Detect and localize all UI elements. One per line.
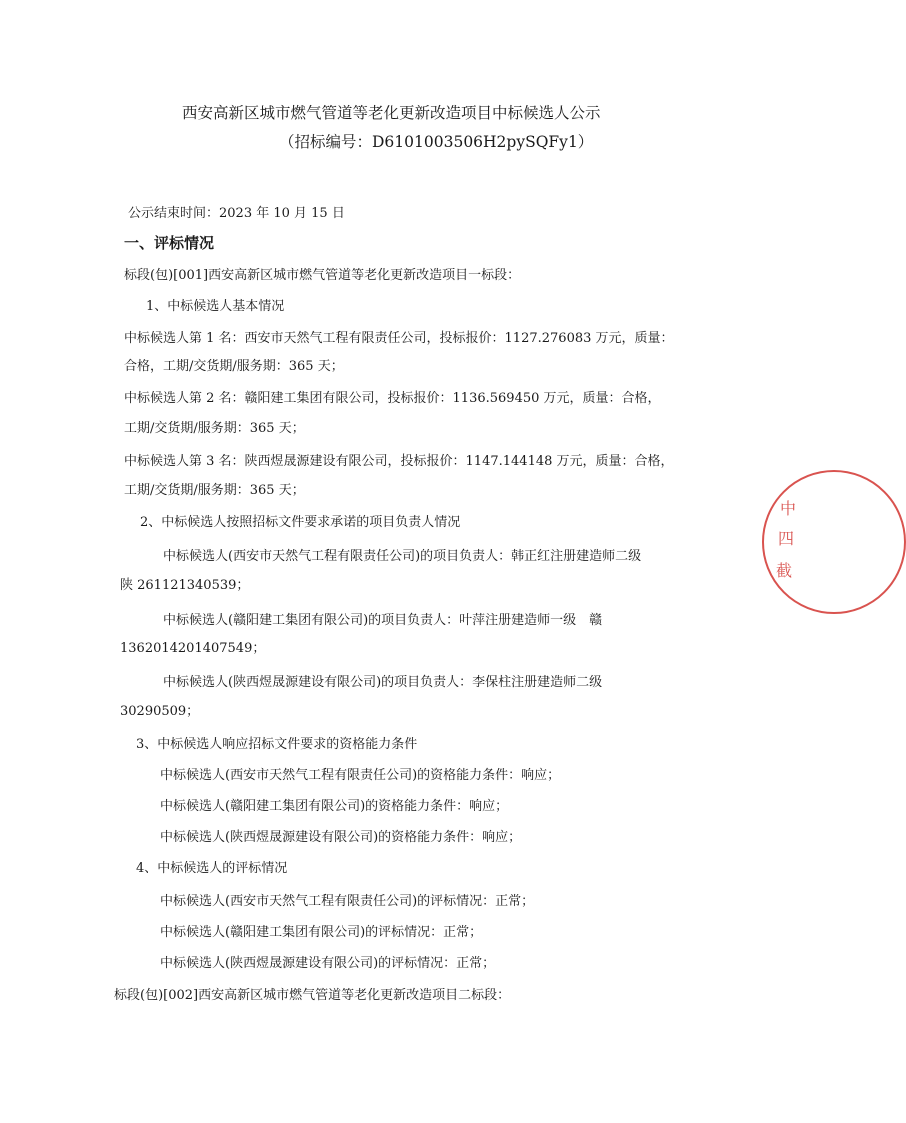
official-seal: [762, 470, 906, 614]
pm-2-line-1: 中标候选人(赣阳建工集团有限公司)的项目负责人：叶萍注册建造师一级 赣: [163, 613, 603, 628]
candidate-1-line-1: 中标候选人第 1 名：西安市天然气工程有限责任公司，投标报价：1127.276083 万元，质量：: [124, 331, 674, 346]
seal-char-1: 中: [780, 499, 797, 518]
candidate-3-line-1: 中标候选人第 3 名：陕西煜晟源建设有限公司，投标报价：1147.144148 万元，质量：合格，: [124, 454, 674, 469]
candidate-1-line-2: 合格，工期/交货期/服务期：365 天；: [124, 359, 344, 374]
qualification-1: 中标候选人(西安市天然气工程有限责任公司)的资格能力条件：响应；: [160, 768, 561, 783]
lot1-title: 标段(包)[001]西安高新区城市燃气管道等老化更新改造项目一标段：: [124, 268, 521, 283]
candidate-2-line-1: 中标候选人第 2 名：赣阳建工集团有限公司，投标报价：1136.569450 万元，质量：合格，: [124, 391, 661, 406]
qualification-2: 中标候选人(赣阳建工集团有限公司)的资格能力条件：响应；: [160, 799, 509, 814]
section-heading: 一、评标情况: [124, 234, 215, 252]
seal-char-3: 截: [776, 561, 793, 580]
pm-2-line-2: 1362014201407549；: [120, 641, 266, 656]
pm-1-line-1: 中标候选人(西安市天然气工程有限责任公司)的项目负责人：韩正红注册建造师二级: [163, 549, 642, 564]
tender-number: （招标编号：D6101003506H2pySQFy1）: [279, 133, 594, 151]
evaluation-1: 中标候选人(西安市天然气工程有限责任公司)的评标情况：正常；: [160, 894, 535, 909]
pm-3-line-1: 中标候选人(陕西煜晟源建设有限公司)的项目负责人：李保柱注册建造师二级: [163, 675, 603, 690]
subsection-qualification: 3、中标候选人响应招标文件要求的资格能力条件: [136, 737, 418, 752]
subsection-project-manager: 2、中标候选人按照招标文件要求承诺的项目负责人情况: [140, 515, 461, 530]
subsection-evaluation: 4、中标候选人的评标情况: [136, 861, 288, 876]
publicity-end-time: 公示结束时间：2023 年 10 月 15 日: [128, 206, 345, 221]
document-title: 西安高新区城市燃气管道等老化更新改造项目中标候选人公示: [182, 104, 601, 122]
candidate-3-line-2: 工期/交货期/服务期：365 天；: [124, 483, 305, 498]
lot2-title: 标段(包)[002]西安高新区城市燃气管道等老化更新改造项目二标段：: [114, 988, 511, 1003]
seal-char-2: 四: [778, 529, 795, 548]
evaluation-2: 中标候选人(赣阳建工集团有限公司)的评标情况：正常；: [160, 925, 483, 940]
pm-3-line-2: 30290509；: [120, 704, 200, 719]
pm-1-line-2: 陕 261121340539；: [120, 578, 250, 593]
qualification-3: 中标候选人(陕西煜晟源建设有限公司)的资格能力条件：响应；: [160, 830, 522, 845]
subsection-basic-info: 1、中标候选人基本情况: [146, 299, 285, 314]
candidate-2-line-2: 工期/交货期/服务期：365 天；: [124, 421, 305, 436]
evaluation-3: 中标候选人(陕西煜晟源建设有限公司)的评标情况：正常；: [160, 956, 496, 971]
